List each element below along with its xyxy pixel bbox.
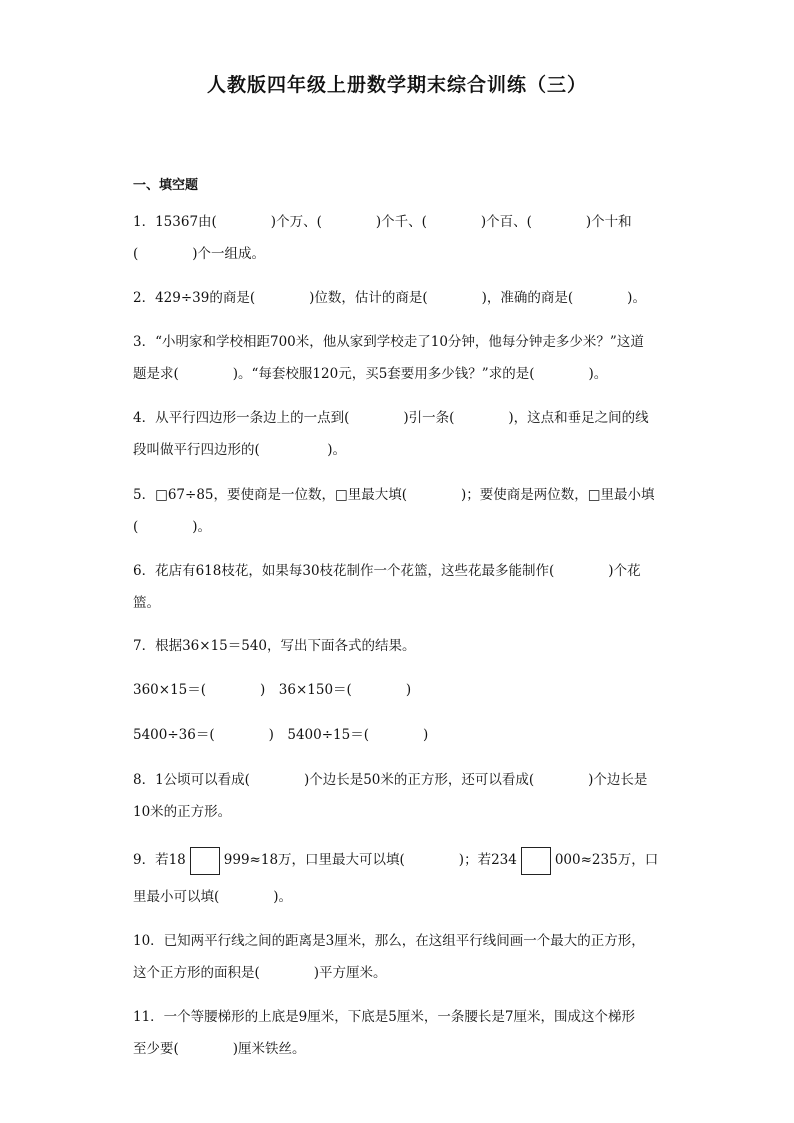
- answer-box: [521, 847, 551, 875]
- question-6-line-2: 篮。: [133, 595, 160, 611]
- question-10-line-1: 10．已知两平行线之间的距离是3厘米，那么，在这组平行线间画一个最大的正方形，: [133, 933, 645, 949]
- question-7-line-2: 360×15＝( ) 36×150＝( ): [133, 682, 412, 698]
- question-3-line-2: 题是求( )。“每套校服120元，买5套要用多少钱？”求的是( )。: [133, 366, 608, 382]
- question-11-line-1: 11．一个等腰梯形的上底是9厘米，下底是5厘米，一条腰长是7厘米，围成这个梯形: [133, 1009, 635, 1025]
- question-8-line-2: 10米的正方形。: [133, 804, 232, 820]
- question-4-line-1: 4．从平行四边形一条边上的一点到( )引一条( )，这点和垂足之间的线: [133, 410, 649, 426]
- question-9-part-b: 999≈18万，口里最大可以填( )；若234: [223, 852, 517, 868]
- question-8-line-1: 8．1公顷可以看成( )个边长是50米的正方形，还可以看成( )个边长是: [133, 772, 648, 788]
- question-10-line-2: 这个正方形的面积是( )平方厘米。: [133, 965, 387, 981]
- question-3-line-1: 3．“小明家和学校相距700米，他从家到学校走了10分钟，他每分钟走多少米？”这道: [133, 334, 644, 350]
- question-5-line-2: ( )。: [133, 519, 212, 535]
- page-title: 人教版四年级上册数学期末综合训练（三）: [206, 74, 587, 96]
- question-6-line-1: 6．花店有618枝花，如果每30枝花制作一个花篮，这些花最多能制作( )个花: [133, 563, 641, 579]
- question-4-line-2: 段叫做平行四边形的( )。: [133, 442, 347, 458]
- question-2-line-1: 2．429÷39的商是( )位数，估计的商是( )，准确的商是( )。: [133, 290, 646, 306]
- question-9-part-c: 000≈235万，口: [554, 852, 659, 868]
- question-1-line-1: 1．15367由( )个万、( )个千、( )个百、( )个十和: [133, 214, 632, 230]
- question-9-part-a: 9．若18: [133, 852, 186, 868]
- question-5-line-1: 5．□67÷85，要使商是一位数，□里最大填( )；要使商是两位数，□里最小填: [133, 487, 655, 503]
- question-11-line-2: 至少要( )厘米铁丝。: [133, 1041, 306, 1057]
- question-1-line-2: ( )个一组成。: [133, 246, 266, 262]
- answer-box: [190, 847, 220, 875]
- question-9-line-2: 里最小可以填( )。: [133, 889, 293, 905]
- question-7-line-1: 7．根据36×15＝540，写出下面各式的结果。: [133, 638, 416, 654]
- question-9-line-1: [133, 845, 658, 876]
- question-7-line-3: 5400÷36＝( ) 5400÷15＝( ): [133, 727, 429, 743]
- section-heading: 一、填空题: [133, 178, 199, 193]
